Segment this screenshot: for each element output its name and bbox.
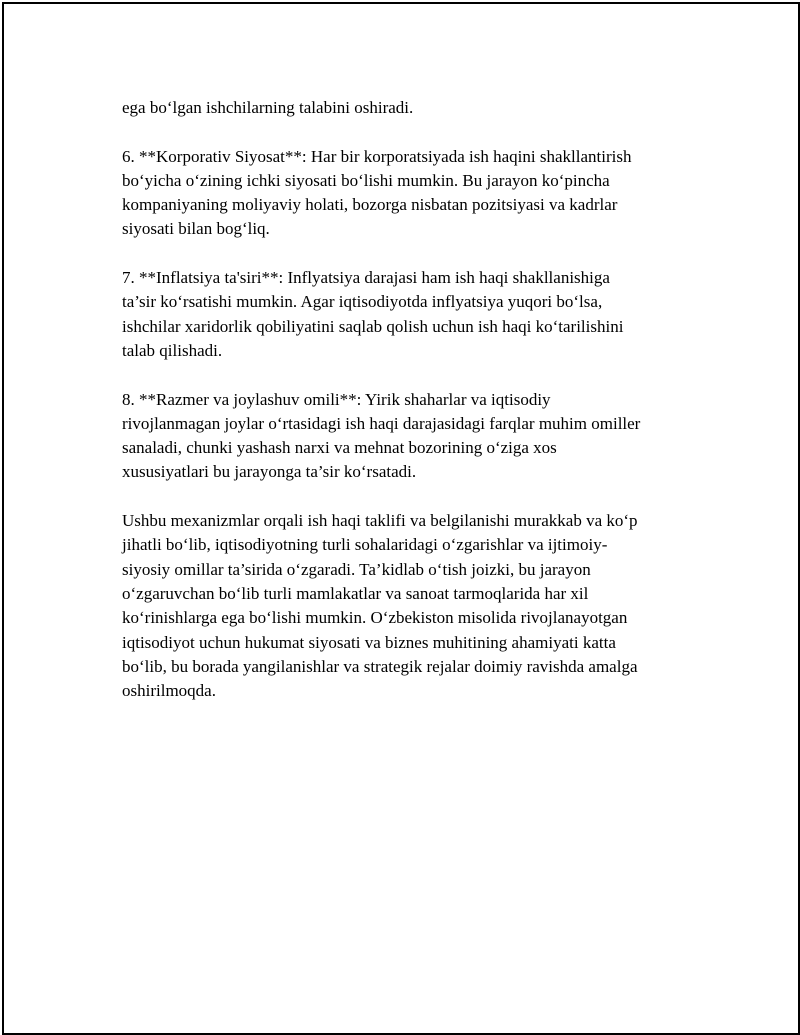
paragraph-conclusion: Ushbu mexanizmlar orqali ish haqi taklifi va belgilanishi murakkab va ko‘p jihatli bo‘lib, iqtisodiyotning turli sohalaridagi o‘zgarishlar va ijtimoiy- siyosiy omillar ta’sirida o‘zgaradi. Ta’kidlab o‘tish joizki, bu jarayon o‘zgaruvchan bo‘lib turli mamlakatlar va sanoat tarmoqlarida har xil ko‘rinishlarga ega bo‘lishi mumkin. O‘zbekiston misolida rivojlanayotgan iqtisodiyot uchun hukumat siyosati va biznes muhitining ahamiyati katta bo‘lib, bu borada yangilanishlar va strategik rejalar doimiy ravishda amalga oshirilmoqda. [122, 511, 638, 701]
paragraph-item-7-inflation: 7. **Inflatsiya ta'siri**: Inflyatsiya darajasi ham ish haqi shakllanishiga ta’sir ko‘rsatishi mumkin. Agar iqtisodiyotda inflyatsiya yuqori bo‘lsa, ishchilar xaridorlik qobiliyatini saqlab qolish uchun ish haqi ko‘tarilishini talab qilishadi. [122, 268, 624, 360]
paragraph-item-8-size-location: 8. **Razmer va joylashuv omili**: Yirik shaharlar va iqtisodiy rivojlanmagan joylar o‘rtasidagi ish haqi darajasidagi farqlar muhim omiller sanaladi, chunki yashash narxi va mehnat bozorining o‘ziga xos xususiyatlari bu jarayonga ta’sir ko‘rsatadi. [122, 389, 641, 482]
document-page [2, 2, 800, 1035]
paragraph-item-6-corporate-policy: 6. **Korporativ Siyosat**: Har bir korporatsiyada ish haqini shakllantirish bo‘yicha o‘zining ichki siyosati bo‘lishi mumkin. Bu jarayon ko‘pincha kompaniyaning moliyaviy holati, bozorga nisbatan pozitsiyasi va kadrlar siyosati bilan bog‘liq. [122, 146, 632, 239]
document-body [122, 96, 702, 728]
paragraph-continuation: ega bo‘lgan ishchilarning talabini oshiradi. [122, 98, 414, 117]
